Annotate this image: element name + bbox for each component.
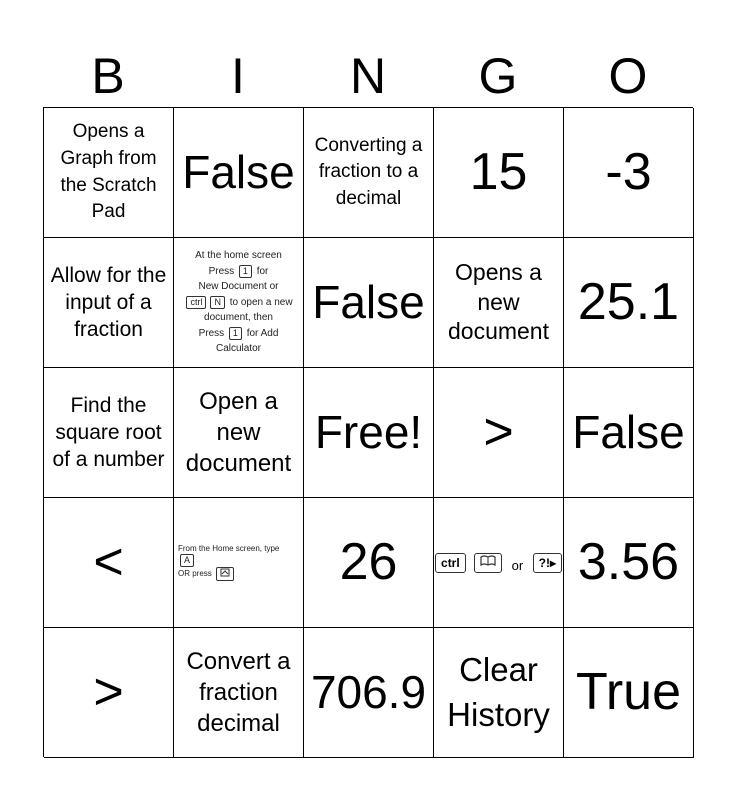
cell-text: True (576, 662, 681, 721)
instruction-line: document, then (204, 312, 273, 324)
cell-text: > (93, 662, 124, 721)
key-1-icon: 1 (239, 265, 252, 278)
scratchpad-key-icon (216, 567, 234, 581)
bingo-cell[interactable] (44, 238, 174, 368)
bingo-cell[interactable] (564, 628, 694, 758)
key-1-icon: 1 (229, 327, 242, 340)
cell-text: Opens a Graph from the Scratch Pad (60, 121, 157, 223)
n-key-icon: N (210, 296, 225, 309)
bingo-cell[interactable] (564, 368, 694, 498)
bingo-cell[interactable] (44, 108, 174, 238)
bingo-cell[interactable] (174, 108, 304, 238)
instruction-line: New Document or (198, 281, 279, 293)
cell-text: 3.56 (577, 532, 680, 591)
bingo-cell[interactable] (434, 498, 564, 628)
cell-text: 15 (469, 142, 528, 201)
instruction-image (184, 248, 292, 357)
instruction-line: At the home screen (195, 250, 282, 262)
a-key-icon: A (180, 554, 194, 567)
cell-text: Open a new document (185, 387, 292, 478)
bingo-cell[interactable] (174, 368, 304, 498)
header-letter-i: I (231, 48, 245, 104)
bingo-cell[interactable] (44, 498, 174, 628)
ctrl-key-icon: ctrl (435, 553, 466, 573)
bingo-cell[interactable] (564, 238, 694, 368)
key-combo-image: ctrl or ?!▸ (434, 553, 564, 573)
bingo-card (43, 107, 693, 757)
bingo-cell[interactable] (434, 368, 564, 498)
bingo-cell[interactable] (44, 628, 174, 758)
bingo-cell[interactable] (304, 628, 434, 758)
cell-text: False (312, 276, 425, 329)
bingo-cell[interactable] (174, 238, 304, 368)
instruction-image: From the Home screen, type A OR press (178, 544, 299, 581)
instruction-line: Press 1 for (208, 265, 269, 277)
cell-text: 26 (339, 532, 398, 591)
bingo-cell[interactable] (564, 108, 694, 238)
instruction-line: Calculator (215, 343, 261, 355)
bingo-cell[interactable] (304, 368, 434, 498)
header-letter-b: B (91, 48, 125, 104)
cell-text: Find the square root of a number (52, 393, 165, 472)
bingo-cell[interactable] (434, 238, 564, 368)
header-letter-g: G (478, 48, 518, 104)
cell-text: -3 (605, 142, 652, 201)
cell-text: Converting a fraction to a decimal (314, 134, 423, 209)
cell-text: Clear History (447, 650, 550, 733)
cell-text: Opens a new document (447, 258, 549, 345)
bingo-cell[interactable] (304, 238, 434, 368)
book-key-icon (474, 553, 502, 573)
bingo-cell[interactable] (564, 498, 694, 628)
cell-text: Convert a fraction decimal (186, 647, 291, 738)
cell-text: Allow for the input of a fraction (50, 263, 167, 342)
help-key-icon: ?!▸ (533, 553, 562, 573)
ctrl-key-icon: ctrl (186, 296, 206, 309)
bingo-cell[interactable] (174, 628, 304, 758)
cell-text: 706.9 (310, 666, 427, 719)
cell-text: Free! (314, 406, 423, 459)
bingo-header (43, 46, 693, 106)
header-letter-o: O (608, 48, 648, 104)
bingo-cell[interactable] (434, 108, 564, 238)
header-letter-n: N (349, 48, 387, 104)
cell-text: > (483, 402, 514, 461)
instruction-line: Press 1 for Add (198, 327, 279, 339)
cell-text: False (182, 146, 295, 199)
cell-text: < (93, 532, 124, 591)
instruction-line: ctrl N to open a new (184, 295, 292, 311)
bingo-cell[interactable] (304, 498, 434, 628)
bingo-cell[interactable] (434, 628, 564, 758)
bingo-cell[interactable] (304, 108, 434, 238)
cell-text: 25.1 (577, 272, 680, 331)
bingo-cell[interactable] (174, 498, 304, 628)
cell-text: False (572, 406, 685, 459)
bingo-cell[interactable] (44, 368, 174, 498)
